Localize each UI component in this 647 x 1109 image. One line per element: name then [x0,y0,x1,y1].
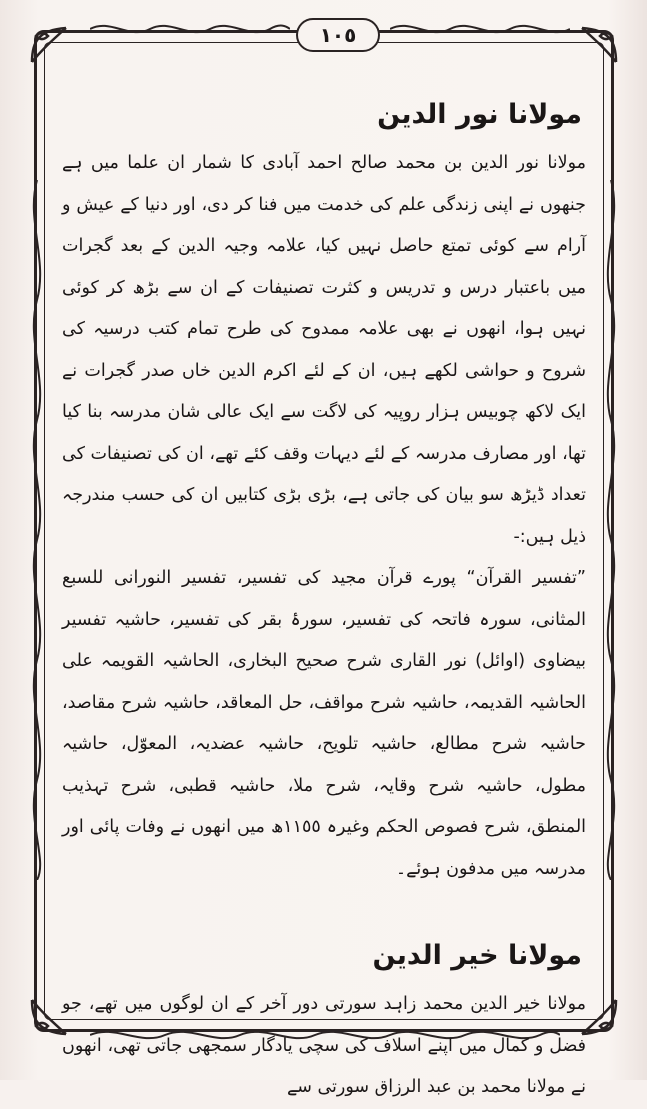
section-heading: مولانا نور الدین [377,99,582,130]
body-paragraph: مولانا نور الدین بن محمد صالح احمد آبادی کا شمار ان علما میں ہے جنھوں نے اپنی زندگی علم کی خدمت میں فنا کر دی، اور دنیا کے عیش و آرام سے کوئی تمتع حاصل نہیں کیا، علامہ وجیہ الدین کے بعد گجرات میں باعتبار درس و تدریس و کثرت تصنیفات کے ان سے بڑھ کر کوئی نہیں ہوا، انھوں نے بھی علامہ ممدوح کی طرح تمام کتب درسیہ کی شروح و حواشی لکھے ہیں، ان کے لئے اکرم الدین خاں صدر گجرات نے ایک لاکھ چوبیس ہزار روپیہ کی لاگت سے ایک عالی شان مدرسہ بنا کیا تھا، اور مصارف مدرسہ کے لئے دیہات وقف کئے تھے، ان کی تصنیفات کی تعداد ڈیڑھ سو بیان کی جاتی ہے، بڑی بڑی کتابیں ان کی حسب مندرجہ ذیل ہیں:- [62,153,586,547]
body-paragraph: مولانا خیر الدین محمد زاہد سورتی دور آخر کے ان لوگوں میں تھے، جو فضل و کمال میں اپنے اسلاف کی سچی یادگار سمجھی جاتی تھی، انھوں نے مولانا محمد بن عبد الرزاق سورتی سے [62,994,586,1097]
right-border-ornament-icon [598,180,624,880]
section-heading: مولانا خیر الدین [372,940,582,971]
corner-ornament-icon [576,22,622,68]
top-border-ornament-icon [90,16,290,42]
top-border-ornament-icon [390,16,570,42]
body-paragraph: ”تفسیر القرآن“ پورے قرآن مجید کی تفسیر، تفسیر النورانی للسبع المثانی، سورہ فاتحہ کی تفسیر، سورۂ بقر کی تفسیر، حاشیہ تفسیر بیضاوی (اوائل) نور القاری شرح صحیح البخاری، الحاشیہ القویمہ علی الحاشیہ القدیمہ، حاشیہ شرح مواقف، حل المعاقد، حاشیہ شرح مقاصد، حاشیہ شرح مطالع، حاشیہ تلویح، حاشیہ عضدیہ، المعوّل، حاشیہ مطول، حاشیہ شرح وقایہ، شرح ملا، حاشیہ قطبی، شرح تہذیب المنطق، شرح فصوص الحکم وغیرہ ١١٥٥ھ میں انھوں نے وفات پائی اور مدرسہ میں مدفون ہوئے۔ [62,568,587,879]
corner-ornament-icon [26,22,72,68]
page-content [62,95,586,1109]
page-number: ١٠٥ [296,18,380,52]
left-border-ornament-icon [24,180,50,880]
